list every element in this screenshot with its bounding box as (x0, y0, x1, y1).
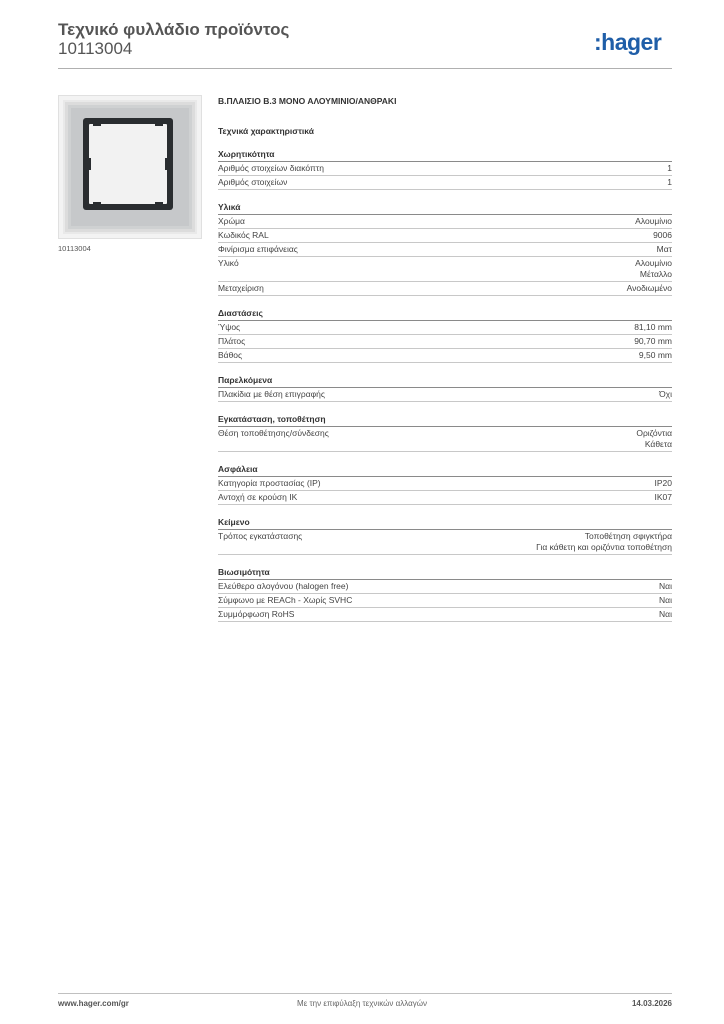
spec-label: Φινίρισμα επιφάνειας (218, 244, 298, 254)
section-heading: Παρελκόμενα (218, 375, 672, 388)
spec-label: Κατηγορία προστασίας (IP) (218, 478, 321, 488)
spec-row (218, 243, 672, 257)
spec-row (218, 608, 672, 622)
spec-section (218, 375, 672, 402)
spec-value: Οριζόντια Κάθετα (636, 428, 672, 449)
spec-row (218, 477, 672, 491)
spec-section (218, 517, 672, 555)
spec-label: Κωδικός RAL (218, 230, 269, 240)
product-image (58, 95, 202, 239)
spec-value: 9006 (653, 230, 672, 240)
spec-label: Χρώμα (218, 216, 245, 226)
frame-illustration (59, 96, 203, 240)
spec-label: Σύμφωνο με REACh - Χωρίς SVHC (218, 595, 353, 605)
section-heading: Χωρητικότητα (218, 149, 672, 162)
spec-sheet (218, 95, 672, 622)
spec-section (218, 202, 672, 296)
spec-value: Αλουμίνιο Μέταλλο (635, 258, 672, 279)
image-caption: 10113004 (58, 244, 91, 253)
footer-website[interactable]: www.hager.com/gr (58, 999, 129, 1008)
spec-label: Συμμόρφωση RoHS (218, 609, 295, 619)
spec-value: 9,50 mm (638, 350, 672, 360)
spec-section (218, 149, 672, 190)
section-heading: Βιωσιμότητα (218, 567, 672, 580)
spec-label: Αντοχή σε κρούση IK (218, 492, 298, 502)
spec-row (218, 321, 672, 335)
spec-label: Πλακίδια με θέση επιγραφής (218, 389, 325, 399)
spec-label: Μεταχείριση (218, 283, 264, 293)
spec-row (218, 335, 672, 349)
section-heading: Υλικά (218, 202, 672, 215)
spec-value: IP20 (654, 478, 672, 488)
spec-section (218, 414, 672, 452)
product-name: B.ΠΛΑΙΣΙΟ B.3 ΜΟΝΟ ΑΛΟΥΜΙΝΙΟ/ΑΝΘΡΑΚΙ (218, 96, 397, 106)
spec-row (218, 257, 672, 282)
spec-label: Υλικό (218, 258, 239, 268)
spec-value: Τοποθέτηση σφιγκτήρα Για κάθετη και οριζόντια τοποθέτηση (536, 531, 672, 552)
tech-heading: Τεχνικά χαρακτηριστικά (218, 126, 314, 136)
spec-row (218, 162, 672, 176)
header-divider (58, 68, 672, 69)
spec-value: Ανοδιωμένο (626, 283, 672, 293)
spec-value: 1 (667, 177, 672, 187)
hager-logo: :hager (594, 29, 662, 55)
spec-label: Βάθος (218, 350, 243, 360)
spec-label: Ελεύθερο αλογόνου (halogen free) (218, 581, 349, 591)
spec-label: Αριθμός στοιχείων (218, 177, 288, 187)
spec-value: Ναι (659, 581, 672, 591)
spec-section (218, 308, 672, 363)
spec-row (218, 176, 672, 190)
spec-row (218, 594, 672, 608)
spec-label: Αριθμός στοιχείων διακόπτη (218, 163, 324, 173)
section-heading: Διαστάσεις (218, 308, 672, 321)
footer-notice: Με την επιφύλαξη τεχνικών αλλαγών (297, 999, 427, 1008)
spec-label: Θέση τοποθέτησης/σύνδεσης (218, 428, 329, 438)
footer-date: 14.03.2026 (631, 999, 672, 1008)
spec-row (218, 229, 672, 243)
spec-row (218, 491, 672, 505)
spec-row (218, 530, 672, 555)
spec-value: Ματ (656, 244, 672, 254)
section-heading: Ασφάλεια (218, 464, 672, 477)
section-heading: Εγκατάσταση, τοποθέτηση (218, 414, 672, 427)
section-heading: Κείμενο (218, 517, 672, 530)
spec-value: Όχι (659, 389, 672, 399)
spec-row (218, 388, 672, 402)
spec-sections (218, 149, 672, 622)
spec-value: 1 (667, 163, 672, 173)
spec-value: IK07 (654, 492, 672, 502)
spec-label: Ύψος (218, 322, 241, 332)
document-title: Τεχνικό φυλλάδιο προϊόντος (58, 20, 290, 39)
spec-label: Πλάτος (218, 336, 246, 346)
spec-value: 81,10 mm (634, 322, 672, 332)
spec-value: Αλουμίνιο (635, 216, 672, 226)
spec-value: Ναι (659, 595, 672, 605)
spec-row (218, 282, 672, 296)
spec-value: Ναι (659, 609, 672, 619)
footer-divider (58, 993, 672, 994)
spec-section (218, 567, 672, 622)
spec-row (218, 580, 672, 594)
spec-label: Τρόπος εγκατάστασης (218, 531, 303, 541)
spec-row (218, 349, 672, 363)
spec-section (218, 464, 672, 505)
spec-value: 90,70 mm (634, 336, 672, 346)
spec-row (218, 215, 672, 229)
spec-row (218, 427, 672, 452)
product-code: 10113004 (58, 39, 133, 58)
